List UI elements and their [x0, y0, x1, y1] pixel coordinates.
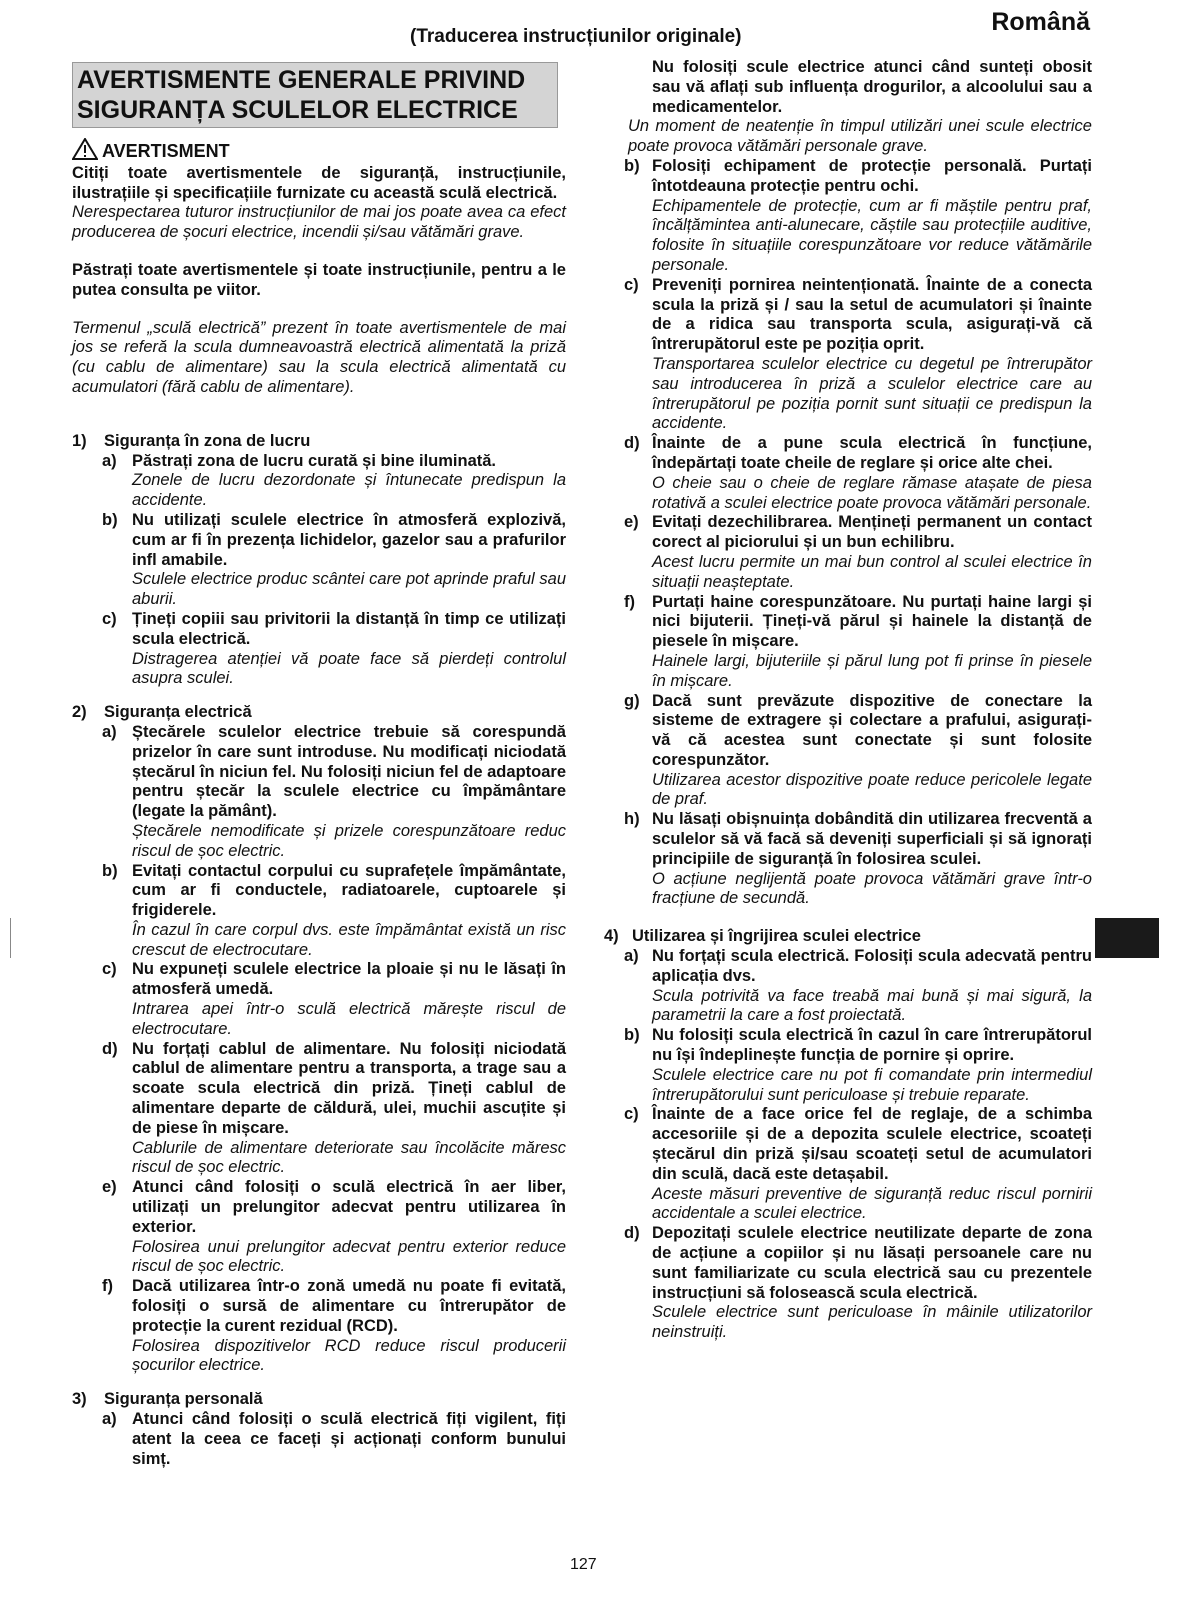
title-line-2: SIGURANȚA SCULELOR ELECTRICE — [77, 96, 518, 124]
section-4-item-c: c) Înainte de a face orice fel de reglaje, de a schimba accesoriile și de a depozita sculele electrice, scoateți ștecărul din priză și/sau scoateți setul de acumulatori din sculă, dacă este detașabil. Aceste măsuri preventive de siguranță reduc riscul pornirii accidentale a sculei electrice. — [624, 1105, 1092, 1223]
section-3-item-e: e) Evitați dezechilibrarea. Mențineți permanent un contact corect al piciorului și un bun echilibru. Acest lucru permite un mai bun control al sculei electrice în situații neașteptate. — [624, 513, 1092, 591]
section-2-item-f: f) Dacă utilizarea într-o zonă umedă nu poate fi evitată, folosiți o sursă de alimentare cu întrerupător de protecție la curent rezidual (RCD). Folosirea dispozitivelor RCD reduce riscul producerii șocurilor electrice. — [102, 1277, 566, 1375]
section-2-item-d: d) Nu forțați cablul de alimentare. Nu folosiți niciodată cablul de alimentare pentru a transporta, a trage sau a scoate scula electrică din priză. Țineți cablul de alimentare departe de căldură, ulei, muchii ascuțite și de piese în mișcare. Cablurile de alimentare deteriorate sau încolăcite măresc riscul de șoc electric. — [102, 1039, 566, 1177]
margin-line — [10, 918, 11, 958]
right-column — [604, 58, 1092, 1343]
section-3-heading: 3) Siguranța personală — [72, 1390, 263, 1409]
warning-italic-text: Nerespectarea tuturor instrucțiunilor de mai jos poate avea ca efect producerea de șocuri electrice, incendii și/sau vătămări grave. — [72, 203, 566, 242]
section-4-item-d: d) Depozitați sculele electrice neutilizate departe de zona de acțiune a copiilor și nu lăsați persoanele care nu sunt familiarizate cu scula electrică sau cu prezentele instrucțiuni să folosească scula electrică. Sculele electrice sunt periculoase în mâinile utilizatorilor neinstruiți. — [624, 1224, 1092, 1342]
term-definition-text: Termenul „sculă electrică” prezent în toate avertismentele de mai jos se referă la scula dumneavoastră electrică alimentată la priză (cu cablu de alimentare) sau la scula electrică alimentată cu acumulatori (fără cablu de alimentare). — [72, 318, 566, 396]
section-2-item-c: c) Nu expuneți sculele electrice la ploaie și nu le lăsați în atmosferă umedă. Intrarea apei într-o sculă electrică mărește riscul de electrocutare. — [102, 960, 566, 1038]
section-3-item-a-italic: Un moment de neatenție în timpul utilizări unei scule electrice poate provoca vătămări personale grave. — [628, 117, 1092, 156]
section-3-item-g: g) Dacă sunt prevăzute dispozitive de conectare la sisteme de extragere și colectare a prafului, asigurați-vă că acestea sunt conectate și sunt folosite corespunzător. Utilizarea acestor dispozitive poate reduce pericolele legate de praf. — [624, 691, 1092, 809]
section-3-item-b: b) Folosiți echipament de protecție personală. Purtați întotdeauna protecție pentru ochi. Echipamentele de protecție, cum ar fi măștile pentru praf, încălțămintea anti-alunecare, căștile sau protecțiile auditive, folosite în situațiile corespunzătoare vor reduce vătămările personale. — [624, 156, 1092, 274]
page-title — [72, 62, 558, 128]
section-3-item-a-continued: Nu folosiți scule electrice atunci când sunteți obosit sau vă aflați sub influența drogurilor, a alcoolului sau a medicamentelor. — [652, 58, 1092, 116]
section-3-item-c: c) Preveniți pornirea neintenționată. Înainte de a conecta scula la priză și / sau la setul de acumulatori și înainte de a ridica sau transporta scula, asigurați-vă că întrerupătorul este pe poziția oprit. Transportarea sculelor electrice cu degetul pe întrerupător sau introducerea în priză a sculelor electrice care au întrerupătorul pe poziția pornit sunt situații ce predispun la accidente. — [624, 275, 1092, 433]
warning-triangle-icon — [72, 138, 98, 160]
language-tab-marker — [1095, 918, 1159, 958]
section-4-item-a: a) Nu forțați scula electrică. Folosiți scula adecvată pentru aplicația dvs. Scula potrivită va face treabă mai bună și mai sigură, la parametrii la care a fost proiectată. — [624, 947, 1092, 1025]
keep-instructions-text: Păstrați toate avertismentele și toate instrucțiunile, pentru a le putea consulta pe viitor. — [72, 260, 566, 299]
page-number: 127 — [570, 1556, 597, 1573]
translation-note: (Traducerea instrucțiunilor originale) — [410, 26, 742, 47]
language-label: Română — [991, 8, 1090, 36]
section-1-item-c: c) Țineți copiii sau privitorii la distanță în timp ce utilizați scula electrică. Distragerea atenției vă poate face să pierdeți controlul asupra sculei. — [102, 609, 566, 688]
section-3-item-a: a) Atunci când folosiți o sculă electrică fiți vigilent, fiți atent la ceea ce faceți și acționați conform bunului simț. — [102, 1410, 566, 1468]
section-1-item-b: b) Nu utilizați sculele electrice în atmosferă explozivă, cum ar fi în prezența lichidelor, gazelor sau a prafurilor infl amabile. Sculele electrice produc scântei care pot aprinde praful sau aburii. — [102, 510, 566, 609]
left-column — [72, 62, 566, 1469]
section-1-item-a: a) Păstrați zona de lucru curată și bine iluminată. Zonele de lucru dezordonate și întunecate predispun la accidente. — [102, 451, 566, 510]
warning-label: AVERTISMENT — [102, 141, 230, 161]
section-3-item-h: h) Nu lăsați obișnuința dobândită din utilizarea frecventă a sculelor să vă facă să deveniți superficiali și să ignorați principiile de siguranță în folosirea sculei. O acțiune neglijentă poate provoca vătămări grave într-o fracțiune de secundă. — [624, 810, 1092, 908]
warning-heading — [72, 138, 566, 162]
title-line-1: AVERTISMENTE GENERALE PRIVIND — [77, 66, 526, 94]
section-2-item-b: b) Evitați contactul corpului cu suprafețele împământate, cum ar fi conductele, radiatoarele, cuptoarele și frigiderele. În cazul în care corpul dvs. este împământat există un risc crescut de electrocutare. — [102, 861, 566, 959]
section-3-item-f: f) Purtați haine corespunzătoare. Nu purtați haine largi și nici bijuterii. Țineți-vă părul și hainele la distanță de piesele în mișcare. Hainele largi, bijuteriile și părul lung pot fi prinse în piesele în mișcare. — [624, 592, 1092, 690]
section-2-heading: 2) Siguranța electrică — [72, 703, 252, 722]
section-2-item-e: e) Atunci când folosiți o sculă electrică în aer liber, utilizați un prelungitor adecvat pentru utilizarea în exterior. Folosirea unui prelungitor adecvat pentru exterior reduce riscul de șoc electric. — [102, 1178, 566, 1276]
warning-bold-text: Citiți toate avertismentele de siguranță, instrucțiunile, ilustrațiile și specificațiile furnizate cu această sculă electrică. — [72, 163, 566, 202]
section-1-heading: 1) Siguranța în zona de lucru — [72, 431, 311, 450]
section-3-item-d: d) Înainte de a pune scula electrică în funcțiune, îndepărtați toate cheile de reglare și orice alte chei. O cheie sau o cheie de reglare rămase atașate de piesa rotativă a sculei electrice poate provoca vătămări personale. — [624, 434, 1092, 512]
section-4-heading: 4) Utilizarea și îngrijirea sculei electrice — [604, 927, 921, 946]
section-2-item-a: a) Ștecărele sculelor electrice trebuie să corespundă prizelor în care sunt introduse. Nu modificați niciodată ștecărul în niciun fel. Nu folosiți niciun fel de adaptoare pentru ștecăr la sculele electrice cu împământare (legate la pământ). Ștecărele nemodificate și prizele corespunzătoare reduc riscul de șoc electric. — [102, 722, 566, 860]
section-4-item-b: b) Nu folosiți scula electrică în cazul în care întrerupătorul nu își îndeplinește funcția de pornire și oprire. Sculele electrice care nu pot fi comandate prin intermediul întrerupătorului sunt periculoase și trebuie reparate. — [624, 1026, 1092, 1104]
